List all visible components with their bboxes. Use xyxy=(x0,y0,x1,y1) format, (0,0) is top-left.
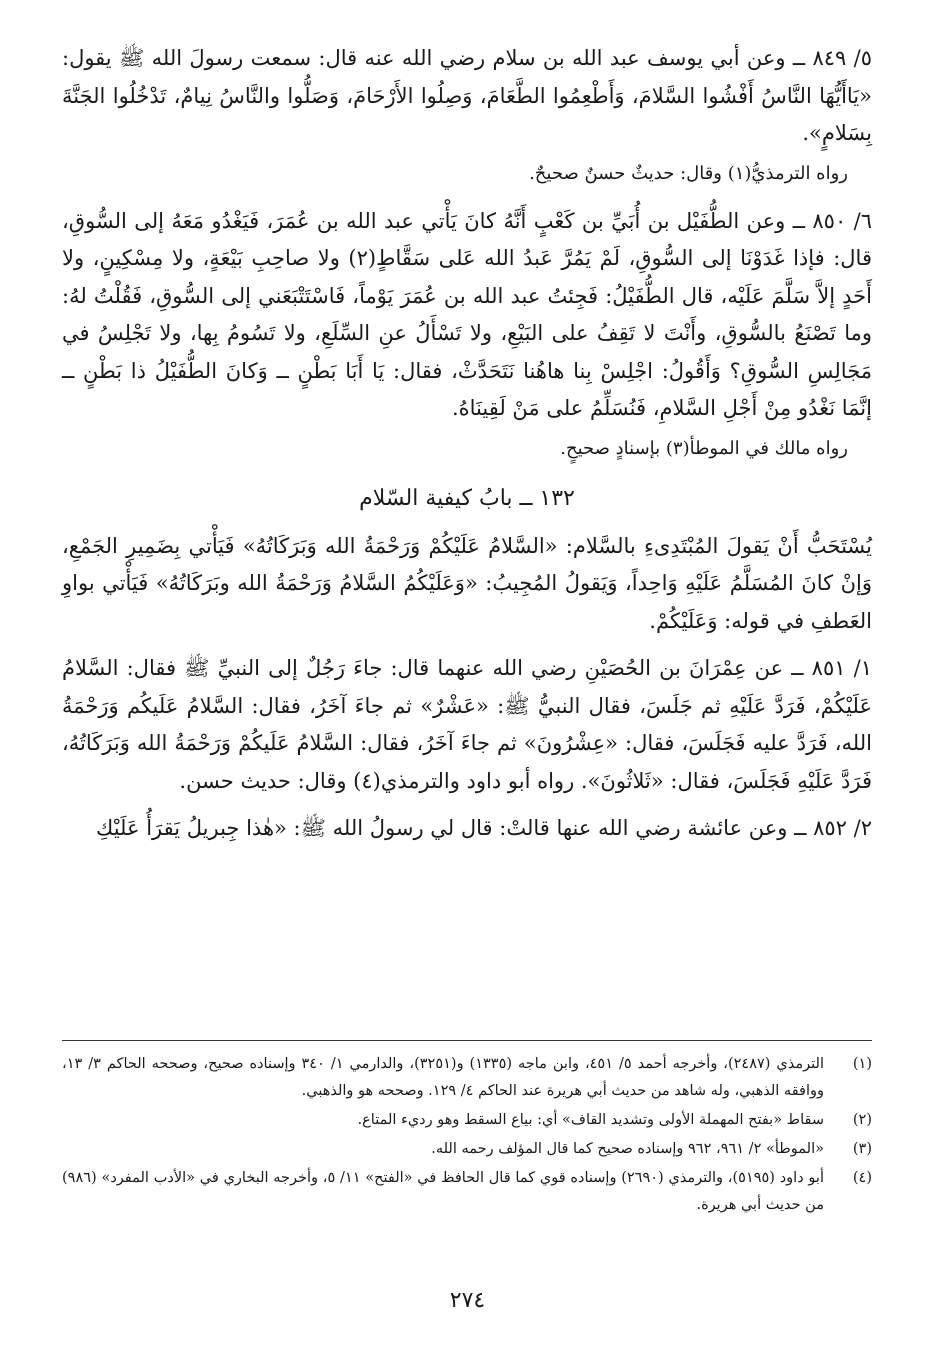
footnote-text: «الموطأ» ٢/ ٩٦١، ٩٦٢ وإسناده صحيح كما قال المؤلف رحمه الله. xyxy=(431,1141,824,1157)
hadith-850-source: رواه مالك في الموطأ(٣) بإسنادٍ صحيحٍ. xyxy=(560,437,848,459)
hadith-849-text: ٥/ ٨٤٩ ــ وعن أبي يوسف عبد الله بن سلام رضي الله عنه قال: سمعت رسولَ الله ﷺ يقول: «يَاأَيُّهَا النَّاسُ أَفْشُوا السَّلامَ، وَأَطْعِمُوا الطَّعَامَ، وَصِلُوا الأَرْحَامَ، وَصَلُّوا والنَّاسُ نِيامٌ، تَدْخُلُوا الجَنَّةَ بِسَلامٍ». xyxy=(62,46,872,145)
page-body xyxy=(62,40,872,848)
footnote-3 xyxy=(62,1136,872,1163)
footnote-text: أبو داود (٥١٩٥)، والترمذي (٢٦٩٠) وإسناده قوي كما قال الحافظ في «الفتح» ١١/ ٥، وأخرجه البخاري في «الأدب المفرد» (٩٨٦) من حديث أبي هريرة. xyxy=(62,1170,824,1213)
footnote-text: سقاط «بفتح المهملة الأولى وتشديد القاف» أي: بياع السقط وهو رديء المتاع. xyxy=(357,1112,824,1128)
footnote-1 xyxy=(62,1051,872,1105)
footnote-number: (٤) xyxy=(852,1170,872,1186)
chapter-intro: يُسْتَحَبُّ أَنْ يَقولَ المُبْتَدِىءِ بالسَّلام: «السَّلامُ عَلَيْكُمْ وَرَحْمَةُ الله وَبَرَكَاتُهُ» فَيَأْتي بِضَمِيرِ الجَمْعِ، وَإنْ كانَ المُسَلَّمُ عَلَيْهِ وَاحِداً، وَيَقولُ المُجِيبُ: «وَعَلَيْكُمُ السَّلامُ وَرَحْمَةُ الله وبَرَكَاتُهُ» فَيَأْتي بواوِ العَطفِ في قوله: وَعَلَيْكُمْ. xyxy=(62,533,872,633)
hadith-849-source: رواه الترمذيُّ(١) وقال: حديثٌ حسنٌ صحيحٌ. xyxy=(529,162,848,184)
footnote-number: (١) xyxy=(852,1056,872,1072)
spacer xyxy=(62,800,872,810)
footnote-4 xyxy=(62,1165,872,1219)
footnote-number: (٢) xyxy=(852,1112,872,1128)
hadith-852-start: ٢/ ٨٥٢ ــ وعن عائشة رضي الله عنها قالتْ: قال لي رسولُ الله ﷺ: «هٰذا جِبريلُ يَقرَأُ عَلَيْكِ xyxy=(96,816,872,840)
page-number: ٢٧٤ xyxy=(449,1288,486,1313)
footnotes xyxy=(62,1040,872,1221)
hadith-851-text: ١/ ٨٥١ ــ عن عِمْرَانَ بن الحُصَيْنِ رضي الله عنهما قال: جاءَ رَجُلٌ إلى النبيِّ ﷺ فقال: السَّلامُ عَلَيْكُمْ، فَرَدَّ عَلَيْهِ ثم جَلَسَ، فقال النبيُّ ﷺ: «عَشْرٌ» ثم جاءَ آخَرُ، فقال: السَّلامُ عَلَيكُم وَرَحْمَةُ الله، فَرَدَّ عليه فَجَلَسَ، فقال: «عِشْرُونَ» ثم جاءَ آخَرُ، فقال: السَّلامُ عَلَيكُمْ وَرَحْمَةُ الله وَبَرَكَاتُهُ، فَرَدَّ عَلَيْهِ فَجَلَسَ، فقال: «ثَلاثُونَ». رواه أبو داود والترمذي(٤) وقال: حديث حسن. xyxy=(62,656,872,793)
hadith-850-text: ٦/ ٨٥٠ ــ وعن الطُّفَيْل بن أُبَيِّ بن كَعْبٍ أَنَّهُ كانَ يَأْتي عبد الله بن عُمَرَ، فَيَغْدُو مَعَهُ إلى السُّوقِ، قال: فإذا غَدَوْنَا إلى السُّوقِ، لَمْ يَمُرَّ عَبدُ الله عَلى سَقَّاطٍ(٢) ولا صاحِبِ بَيْعَةٍ، ولا مِسْكِينٍ، ولا أَحَدٍ إلاَّ سَلَّمَ عَلَيْه، قال الطُّفَيْلُ: فَجِئتُ عبد الله بن عُمَرَ يَوْماً، فَاسْتَتْبَعَني إلى السُّوقِ، فَقُلْتُ لهُ: وما تَصْنَعُ بالسُّوقِ، وأَنْتَ لا تَقِفُ على البَيْعِ، ولا تَسْأَلُ عنِ السِّلَعِ، ولا تَسُومُ بِها، ولا تَجْلِسُ في مَجَالِسِ السُّوقِ؟ وَأَقُولُ: اجْلِسْ بِنا هاهُنا نَتَحَدَّثْ، فقال: يَا أَبَا بَطْنٍ ــ وَكانَ الطُّفَيْلُ ذا بَطْنٍ ــ إنَّمَا نَغْدُو مِنْ أَجْلِ السَّلامِ، فَنُسَلِّمُ على مَنْ لَقِينَاهُ. xyxy=(62,208,872,420)
chapter-title: ١٣٢ ــ بابُ كيفية السّلام xyxy=(359,485,575,511)
footnote-number: (٣) xyxy=(852,1141,872,1157)
footnote-text: الترمذي (٢٤٨٧)، وأخرجه أحمد ٥/ ٤٥١، وابن ماجه (١٣٣٥) و(٣٢٥١)، والدارمي ١/ ٣٤٠ وإسناده صحيح، وصححه الحاكم ٣/ ١٣، ووافقه الذهبي، وله شاهد من حديث أبي هريرة عند الحاكم ٤/ ١٢٩. وصححه هو والذهبي. xyxy=(62,1056,824,1099)
footnote-2 xyxy=(62,1107,872,1134)
spacer xyxy=(62,640,872,650)
